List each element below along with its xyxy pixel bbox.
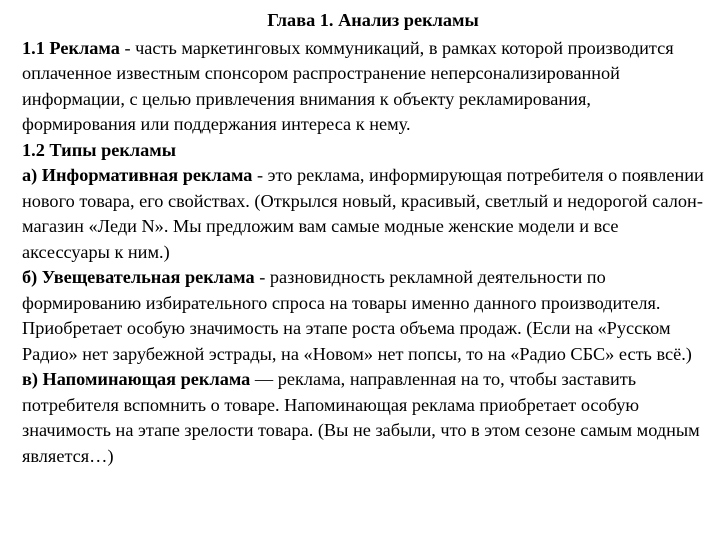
section-body: - это реклама, информирующая потребителя о появлении нового товара, его свойствах. (Открылся новый, красивый, светлый и недорогой салон-магазин «Леди N». Мы предложим вам самые модные женские модели и все аксессуары к ним.) (22, 165, 704, 262)
section-body: - разновидность рекламной деятельности по формированию избирательного спроса на товары именно данного производителя. Приобретает особую значимость на этапе роста объема продаж. (Если на «Русском Радио» нет зарубежной эстрады, на «Новом» нет попсы, то на «Радио СБС» есть всё.) (22, 267, 692, 364)
section-persuasive (22, 265, 704, 367)
section-heading: 1.2 Типы рекламы (22, 139, 177, 160)
section-types (22, 138, 704, 164)
section-informative (22, 163, 704, 265)
section-body: — реклама, направленная на то, чтобы заставить потребителя вспомнить о товаре. Напоминающая реклама приобретает особую значимость на этапе зрелости товара. (Вы не забыли, что в этом сезоне самым модным является…) (22, 369, 700, 466)
section-heading: а) Информативная реклама (22, 165, 253, 185)
section-heading: в) Напоминающая реклама (22, 369, 251, 389)
section-reminder (22, 367, 704, 469)
section-heading: б) Увещевательная реклама (22, 267, 255, 287)
section-body: - часть маркетинговых коммуникаций, в рамках которой производится оплаченное известным спонсором распространение неперсонализированной информации, с целью привлечения внимания к объекту рекламирования, формирования или поддержания интереса к нему. (22, 37, 674, 134)
section-heading: 1.1 Реклама (22, 37, 120, 58)
page-title: Глава 1. Анализ рекламы (267, 10, 479, 30)
section-definition (22, 36, 704, 138)
